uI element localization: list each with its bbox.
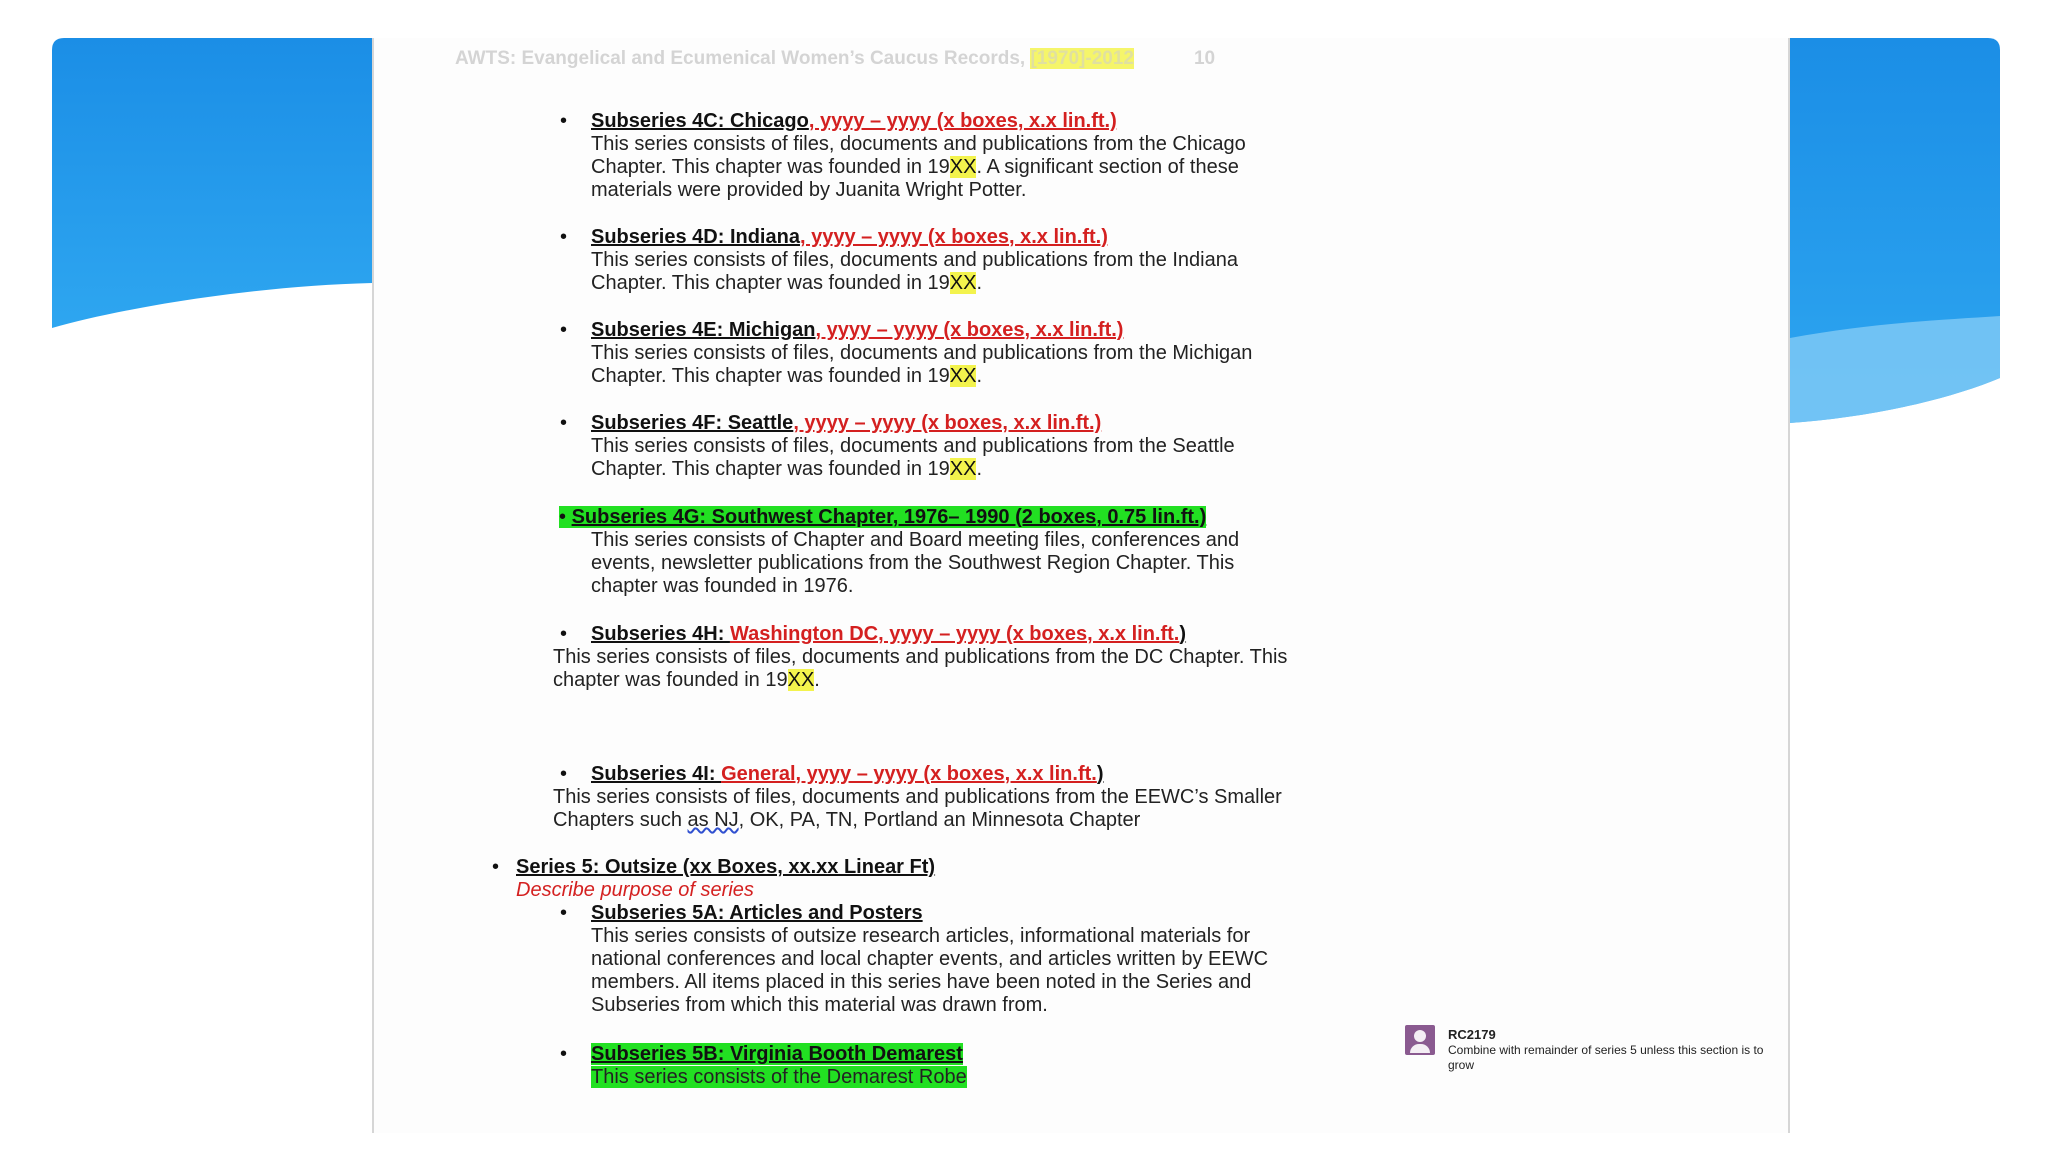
comment-author: RC2179 [1448, 1027, 1496, 1042]
subseries-4c [591, 110, 1246, 202]
subseries-4i [591, 763, 1104, 786]
bullet: • [560, 1043, 568, 1065]
entry-text: events, newsletter publications from the Southwest Region Chapter. This [591, 552, 1235, 574]
entry-text: chapter was founded in 19 [553, 669, 788, 691]
bullet: • [560, 623, 568, 645]
entry-text: Chapter. This chapter was founded in 19 [591, 365, 950, 387]
entry-text: This series consists of files, documents and publications from the DC Chapter. This [553, 646, 1288, 668]
entry-text: Chapter. This chapter was founded in 19 [591, 156, 950, 178]
bullet: • [560, 412, 568, 434]
subseries-4e [591, 319, 1252, 388]
entry-text: This series consists of the Demarest Robe [591, 1066, 967, 1088]
entry-extent: Washington DC, yyyy – yyyy (x boxes, x.x lin.ft. [729, 623, 1180, 645]
entry-text: national conferences and local chapter events, and articles written by EEWC [591, 948, 1269, 970]
entry-text: . [976, 458, 982, 480]
entry-text: This series consists of files, documents and publications from the Seattle [591, 435, 1235, 457]
subseries-4g [559, 506, 1239, 598]
entry-title: Subseries 4G: Southwest Chapter, 1976– 1990 (2 boxes, 0.75 lin.ft.) [571, 506, 1207, 528]
entry-text: This series consists of files, documents and publications from the Indiana [591, 249, 1238, 271]
entry-extent: , yyyy – yyyy (x boxes, x.x lin.ft.) [799, 226, 1108, 248]
entry-title: Subseries 5B: Virginia Booth Demarest [591, 1043, 963, 1065]
entry-title: Subseries 4D: Indiana [591, 226, 800, 248]
placeholder-highlight: XX [949, 365, 977, 387]
subseries-5a [591, 902, 1268, 1017]
placeholder-highlight: XX [949, 272, 977, 294]
entry-text: This series consists of Chapter and Board meeting files, conferences and [591, 529, 1240, 551]
bullet: • [560, 763, 568, 785]
entry-title: Subseries 4I: [591, 763, 722, 785]
entry-extent: , yyyy – yyyy (x boxes, x.x lin.ft.) [793, 412, 1102, 434]
bullet: • [560, 110, 568, 132]
subseries-4h [591, 623, 1186, 646]
bullet: • [560, 902, 568, 924]
entry-title: Subseries 4E: Michigan [591, 319, 816, 341]
subseries-4i-text [553, 786, 1282, 832]
bullet: • [560, 319, 568, 341]
bullet: • [492, 856, 500, 878]
comment-margin-pane [1392, 38, 1790, 1133]
entry-text: This series consists of files, documents and publications from the Chicago [591, 133, 1246, 155]
entry-text: Chapter. This chapter was founded in 19 [591, 458, 950, 480]
page-number: 10 [1193, 48, 1216, 69]
series-5 [516, 856, 935, 902]
avatar-icon [1405, 1025, 1435, 1055]
entry-title: Subseries 4F: Seattle [591, 412, 794, 434]
entry-text: . A significant section of these [976, 156, 1239, 178]
entry-text: Subseries from which this material was drawn from. [591, 994, 1048, 1016]
entry-text: Chapter. This chapter was founded in 19 [591, 272, 950, 294]
subseries-4f [591, 412, 1235, 481]
entry-text: Chapters such [553, 809, 688, 831]
entry-text: This series consists of files, documents and publications from the Michigan [591, 342, 1253, 364]
entry-text: materials were provided by Juanita Wright Potter. [591, 179, 1027, 201]
entry-text: , OK, PA, TN, Portland an Minnesota Chapter [738, 809, 1141, 831]
entry-title: Subseries 4C: Chicago [591, 110, 809, 132]
entry-text: This series consists of files, documents and publications from the EEWC’s Smaller [553, 786, 1282, 808]
entry-title-highlighted [559, 506, 1206, 528]
entry-text: members. All items placed in this series have been noted in the Series and [591, 971, 1252, 993]
header-title: AWTS: Evangelical and Ecumenical Women’s Caucus Records, [455, 48, 1031, 69]
entry-text: . [976, 272, 982, 294]
placeholder-highlight: XX [949, 156, 977, 178]
placeholder-highlight: XX [949, 458, 977, 480]
entry-text: This series consists of outsize research articles, informational materials for [591, 925, 1251, 947]
placeholder-highlight: XX [787, 669, 815, 691]
entry-extent: , yyyy – yyyy (x boxes, x.x lin.ft.) [808, 110, 1117, 132]
series-purpose-placeholder: Describe purpose of series [516, 879, 754, 901]
entry-text-flagged: as NJ [687, 809, 739, 831]
page-header [455, 48, 1215, 70]
subseries-5b [591, 1043, 967, 1089]
bullet: • [559, 506, 567, 528]
entry-text: chapter was founded in 1976. [591, 575, 854, 597]
subseries-4d [591, 226, 1238, 295]
header-date-range: [1970]-2012 [1030, 48, 1134, 69]
entry-text: . [976, 365, 982, 387]
comment-text: Combine with remainder of series 5 unless this section is to grow [1448, 1043, 1764, 1072]
entry-extent: , yyyy – yyyy (x boxes, x.x lin.ft.) [815, 319, 1124, 341]
entry-text: . [814, 669, 820, 691]
subseries-4h-text [553, 646, 1287, 692]
bullet: • [560, 226, 568, 248]
decorative-wave-right [1790, 38, 2000, 423]
decorative-wave-left [52, 38, 372, 328]
entry-title: Series 5: Outsize (xx Boxes, xx.xx Linear Ft) [516, 856, 936, 878]
entry-extent: General, yyyy – yyyy (x boxes, x.x lin.ft. [721, 763, 1097, 785]
entry-title-end: ) [1096, 763, 1104, 785]
entry-title-end: ) [1179, 623, 1187, 645]
entry-title: Subseries 4H: [591, 623, 730, 645]
entry-title: Subseries 5A: Articles and Posters [591, 902, 923, 924]
